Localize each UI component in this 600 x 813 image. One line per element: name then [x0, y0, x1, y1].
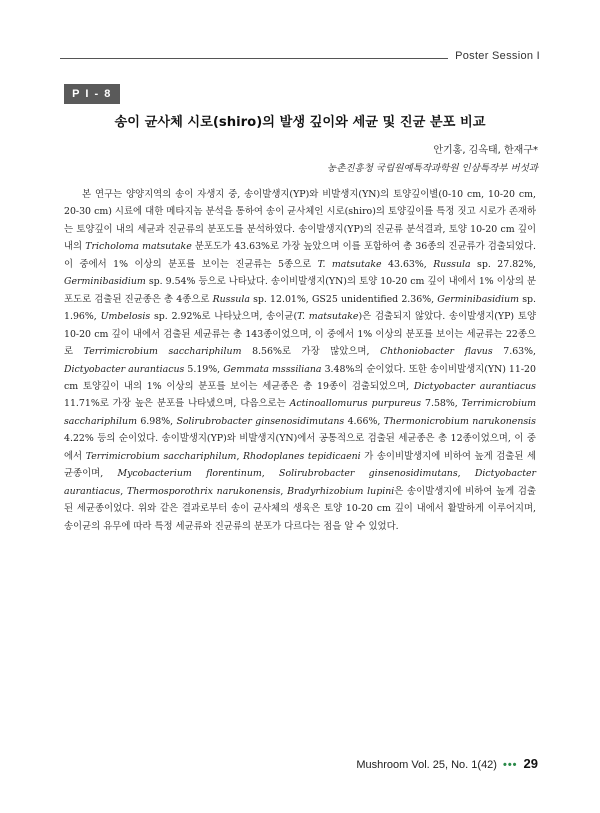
species-name: Umbelosis — [100, 311, 151, 323]
species-name: Chthoniobacter flavus — [380, 346, 493, 358]
body-text: , — [236, 450, 243, 462]
species-name: Bradyrhizobium lupini — [287, 485, 395, 497]
species-name: Gemmata msssiliana — [223, 363, 322, 375]
body-text: , — [280, 485, 288, 497]
body-text: sp. 9.54% 등으로 나타났다. 송이비발생지(YN)의 토양 10-20 cm 깊이 내에서 1% 이상의 분포도로 검출된 진균종은 총 4종으로 — [64, 276, 536, 305]
species-name: Terrimicrobium sacchariphilum — [85, 450, 237, 462]
journal-info: Mushroom Vol. 25, No. 1(42) — [356, 759, 497, 771]
abstract-body — [64, 186, 536, 535]
species-name: T. matsutake — [317, 258, 382, 270]
paper-title: 송이 균사체 시로(shiro)의 발생 깊이와 세균 및 진균 분포 비교 — [114, 115, 486, 130]
species-name: Terrimicrobium sacchariphilum — [83, 346, 242, 358]
body-text: 본 연구는 양양지역의 송이 자생지 중, 송이발생지(YP)와 비발생지(YN)의 토양깊이별(0-10 cm, 10-20 cm, 20-30 cm) 시료에 대한 메타지놈 분석을 통하여 송이 균사체인 시로(shiro)의 토양깊이를 특정 짓고 시로가 존재하는 토양깊이 내의 세균과 진균류의 분포도를 분석하였다. 송이발생지(YP)의 진균류 분석결과, 토양 10-20 cm 깊이 내의 — [64, 189, 536, 253]
body-text: 7.58%, — [421, 398, 462, 410]
body-text: 은 송이발생지에 비하여 높게 검출된 세균종이었다. 위와 같은 결과로부터 송이 균사체의 생육은 토양 10-20 cm 깊이 내에서 활발하게 이루어지며, 송이균의 유무에 따라 특정 세균류와 진균류의 분포가 다르다는 점을 알 수 있었다. — [64, 485, 536, 532]
body-text: , — [261, 468, 280, 480]
species-name: Russula — [433, 258, 471, 270]
species-name: Dictyobacter aurantiacus — [413, 380, 536, 392]
footer-dots: ••• — [502, 759, 518, 771]
body-text: 11.71%로 가장 높은 분포를 나타냈으며, 다음으로는 — [64, 398, 290, 410]
body-text: )은 검출되지 않았다. 송이발생지(YP) 토양 10-20 cm 깊이 내에서 검출된 세균류는 총 143종이었으며, 이 중에서 1% 이상의 분포를 보이는 세균류는 22종으로 — [64, 311, 537, 358]
body-paragraph — [64, 186, 536, 535]
body-text: sp. 12.01%, GS25 unidentified 2.36%, — [249, 293, 438, 305]
body-text: sp. 27.82%, — [470, 258, 537, 270]
body-text: 7.63%, — [492, 346, 537, 358]
body-text: sp. 2.92%로 나타났으며, 송이균( — [150, 311, 298, 323]
session-label: Poster Session I — [455, 50, 540, 62]
species-name: Mycobacterium florentinum — [117, 468, 262, 480]
body-text: 4.22% 등의 순이었다. 송이발생지(YP)와 비발생지(YN)에서 공통적으로 검출된 세균종은 총 12종이었으며, 이 중에서 — [64, 433, 536, 462]
species-name: Thermosporothrix narukonensis — [126, 485, 281, 497]
body-text: , — [120, 485, 127, 497]
body-text: 43.63%, — [381, 258, 434, 270]
body-text: 8.56%로 가장 많았으며, — [241, 346, 381, 358]
body-text: 5.19%, — [184, 363, 224, 375]
species-name: Dictyobacter aurantiacus — [64, 363, 185, 375]
body-text: 가 송이비발생지에 비하여 높게 검출된 세균종이며, — [64, 450, 537, 480]
species-name: Russula — [212, 293, 250, 305]
body-text: 3.48%의 순이었다. 또한 송이비발생지(YN) 11-20 cm 토양깊이 내의 1% 이상의 분포를 보이는 세균종은 총 19종이 검출되었으며, — [64, 363, 536, 392]
body-text: sp. 1.96%, — [64, 293, 537, 323]
author-list: 안기홍, 김옥태, 한재구* — [433, 145, 538, 156]
species-name: Actinoallomurus purpureus — [289, 398, 422, 410]
body-text: 6.98%, — [136, 415, 177, 427]
poster-id-badge: P I - 8 — [64, 84, 120, 104]
body-text: 분포도가 43.63%로 가장 높았으며 이를 포함하여 총 36종의 진균류가 검출되었다. 이 중에서 1% 이상의 분포를 보이는 진균류는 5종으로 — [64, 241, 537, 270]
species-name: Solirubrobacter ginsenosidimutans — [279, 468, 458, 480]
species-name: T. matsutake — [297, 311, 359, 323]
page-footer — [356, 756, 538, 771]
species-name: Rhodoplanes tepidicaeni — [243, 450, 361, 462]
body-text: 4.66%, — [344, 415, 384, 427]
affiliation: 농촌진흥청 국립원예특작과학원 인삼특작부 버섯과 — [327, 163, 538, 174]
header-rule — [60, 58, 448, 59]
page-number: 29 — [523, 756, 538, 771]
species-name: Germinibasidium — [64, 276, 146, 288]
species-name: Dictyobacter aurantiacus — [64, 468, 536, 497]
species-name: Terrimicrobium sacchariphilum — [64, 398, 536, 427]
body-text: , — [457, 468, 475, 480]
species-name: Thermonicrobium narukonensis — [383, 415, 536, 427]
species-name: Tricholoma matsutake — [85, 241, 192, 253]
species-name: Solirubrobacter ginsenosidimutans — [176, 415, 345, 427]
species-name: Germinibasidium — [437, 293, 520, 305]
